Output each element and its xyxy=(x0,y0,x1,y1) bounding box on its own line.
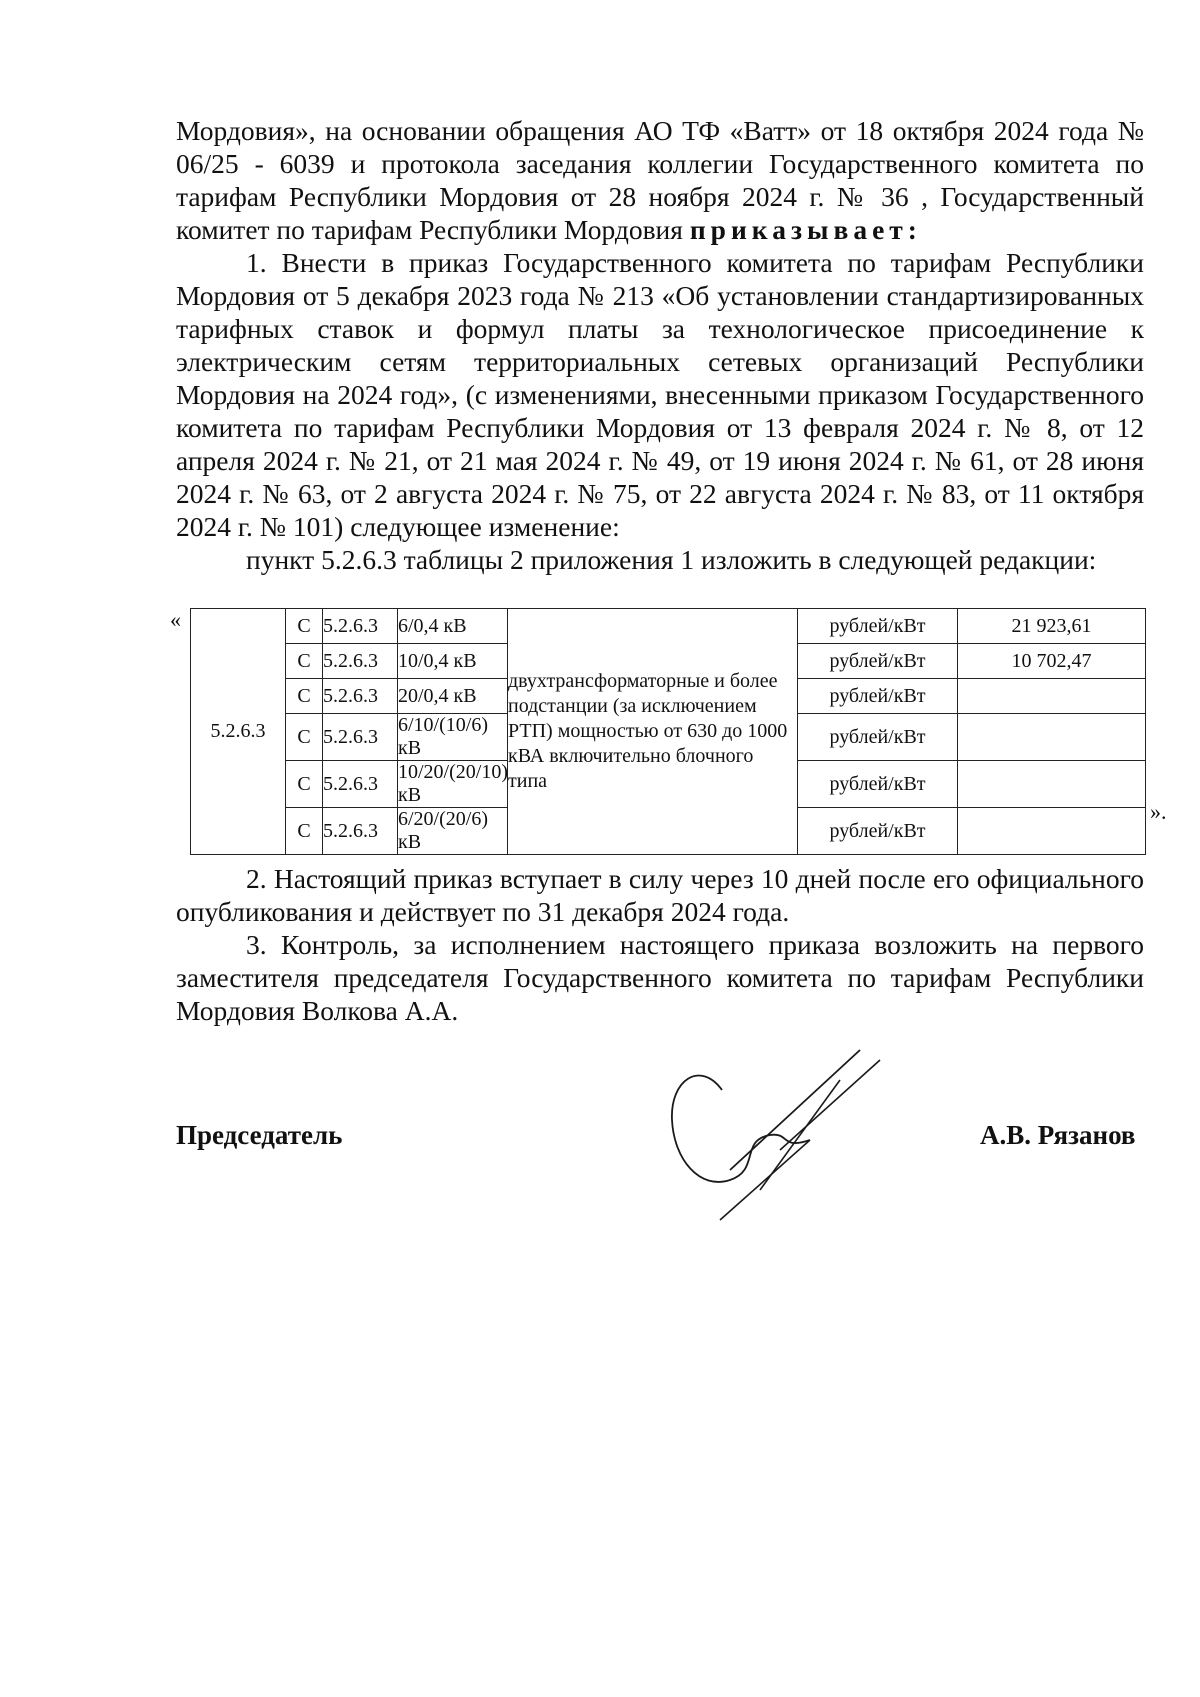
rate-subscript: 5.2.6.3 xyxy=(323,644,398,679)
unit: рублей/кВт xyxy=(798,808,958,855)
rate-letter: С xyxy=(286,714,323,761)
voltage-class: 10/0,4 кВ xyxy=(398,644,508,679)
rate-value xyxy=(958,761,1146,808)
quote-open: « xyxy=(170,607,181,632)
handwritten-signature xyxy=(660,1040,920,1230)
voltage-class: 10/20/(20/10) кВ xyxy=(398,761,508,806)
rate-subscript: 5.2.6.3 xyxy=(323,609,398,644)
rate-letter: С xyxy=(286,609,323,644)
signatory-title: Председатель xyxy=(176,1120,343,1150)
table-row xyxy=(191,609,1146,644)
voltage-class: 6/10/(10/6) кВ xyxy=(398,714,508,761)
unit: рублей/кВт xyxy=(798,679,958,714)
rate-subscript: 5.2.6.3 xyxy=(323,761,398,808)
rate-subscript: 5.2.6.3 xyxy=(323,679,398,714)
tariff-table xyxy=(190,608,1146,855)
rate-value xyxy=(958,808,1146,855)
intro-text: Мордовия», на основании обращения АО ТФ «Ватт» от 18 октября 2024 года № 06/25 - 6039 и протокола заседания коллегии Государственного комитета по тарифам Республики Мордовия от 28 ноября 2024 г. № 36 , Государственный комитет по тарифам Республики Мордовия xyxy=(176,115,1144,245)
point-3: 3. Контроль, за исполнением настоящего приказа возложить на первого заместителя председателя Государственного комитета по тарифам Республики Мордовия Волкова А.А. xyxy=(176,929,1144,1026)
point-1: 1. Внести в приказ Государственного комитета по тарифам Республики Мордовия от 5 декабря 2023 года № 213 «Об установлении стандартизированных тарифных ставок и формул платы за технологическое присоединение к электрическим сетям территориальных сетевых организаций Республики Мордовия на 2024 год», (с изменениями, внесенными приказом Государственного комитета по тарифам Республики Мордовия от 13 февраля 2024 г. № 8, от 12 апреля 2024 г. № 21, от 21 мая 2024 г. № 49, от 19 июня 2024 г. № 61, от 28 июня 2024 г. № 63, от 2 августа 2024 г. № 75, от 22 августа 2024 г. № 83, от 11 октября 2024 г. № 101) следующее изменение: xyxy=(176,247,1144,542)
intro-paragraph xyxy=(176,114,1144,246)
unit: рублей/кВт xyxy=(798,609,958,644)
order-word: приказывает: xyxy=(689,214,922,245)
rate-subscript: 5.2.6.3 xyxy=(323,714,398,761)
rate-letter: С xyxy=(286,808,323,855)
rate-value xyxy=(958,679,1146,714)
point-1-sub: пункт 5.2.6.3 таблицы 2 приложения 1 изложить в следующей редакции: xyxy=(246,544,1097,575)
quote-close: ». xyxy=(1150,799,1167,824)
unit: рублей/кВт xyxy=(798,644,958,679)
point-2: 2. Настоящий приказ вступает в силу через 10 дней после его официального опубликования и действует по 31 декабря 2024 года. xyxy=(176,863,1144,927)
rate-letter: С xyxy=(286,679,323,714)
rate-letter: С xyxy=(286,761,323,808)
rate-value: 10 702,47 xyxy=(958,644,1146,679)
intro-section xyxy=(176,114,1144,576)
rate-value xyxy=(958,714,1146,761)
closing-section xyxy=(176,862,1144,1027)
rate-subscript: 5.2.6.3 xyxy=(323,808,398,855)
voltage-class: 6/20/(20/6) кВ xyxy=(398,808,508,855)
unit: рублей/кВт xyxy=(798,714,958,761)
item-code: 5.2.6.3 xyxy=(191,609,286,855)
unit: рублей/кВт xyxy=(798,761,958,808)
voltage-class: 20/0,4 кВ xyxy=(398,679,508,714)
rate-letter: С xyxy=(286,644,323,679)
rate-value: 21 923,61 xyxy=(958,609,1146,644)
signatory-name: А.В. Рязанов xyxy=(980,1120,1136,1150)
item-description: двухтрансформаторные и более подстанции (за исключением РТП) мощностью от 630 до 1000 кВА включительно блочного типа xyxy=(508,609,798,855)
voltage-class: 6/0,4 кВ xyxy=(398,609,508,644)
